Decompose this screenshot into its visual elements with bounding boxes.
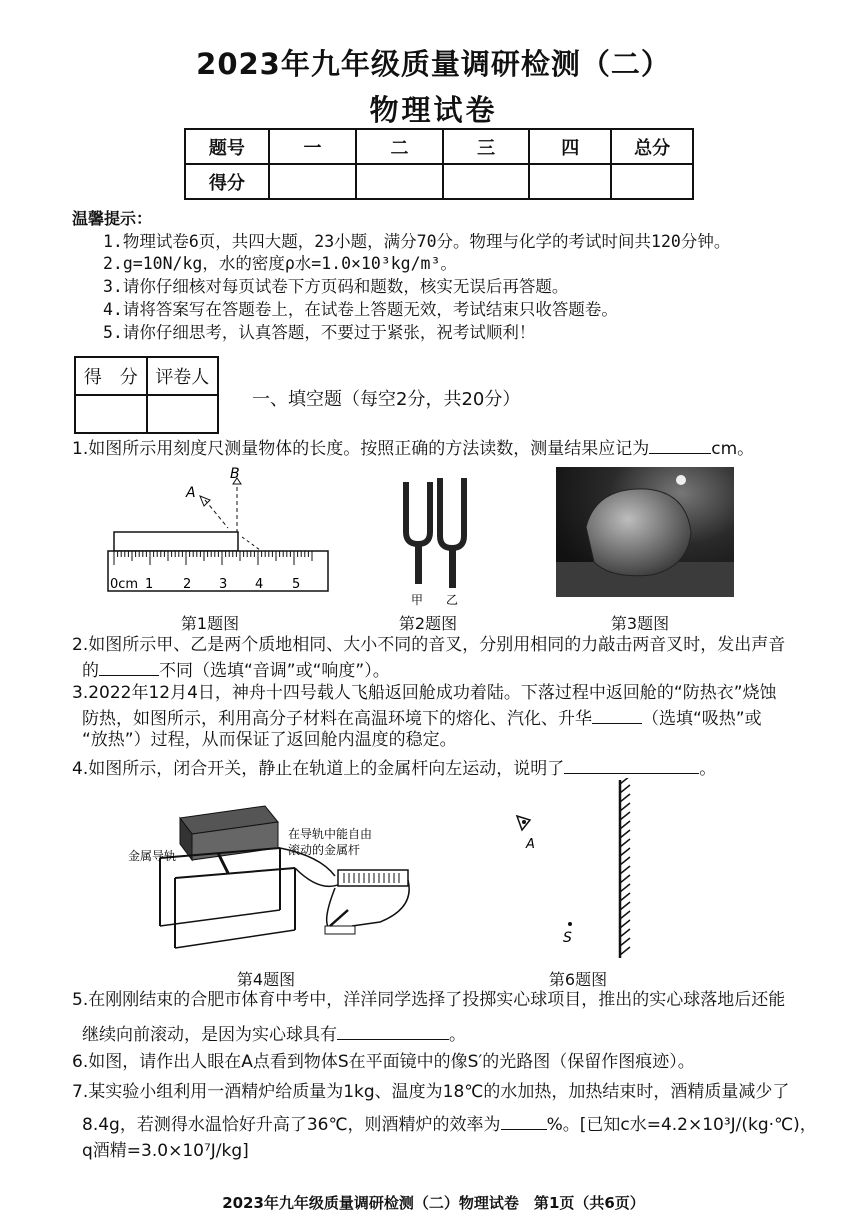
score-cell-empty xyxy=(611,164,693,199)
score-table xyxy=(184,128,694,200)
mirror-hatch-line xyxy=(620,938,630,946)
question-3-line-3: “放热”）过程，从而保证了返回舱内温度的稳定。 xyxy=(82,730,457,750)
question-5-line-1: 5.在刚刚结束的合肥市体育中考中，洋洋同学选择了投掷实心球项目，推出的实心球落地后还能 xyxy=(72,990,786,1010)
answer-blank xyxy=(99,660,159,676)
tip-item: 5.请你仔细思考，认真答题，不要过于紧张，祝考试顺利！ xyxy=(103,323,536,342)
fork-large-stem xyxy=(449,548,456,588)
question-7-line-3: q酒精=3.0×10⁷J/kg] xyxy=(82,1141,249,1161)
light-source xyxy=(676,475,686,485)
question-5-line-2 xyxy=(82,1024,466,1044)
label-metal-rail: 金属导轨 xyxy=(128,849,177,863)
score-cell-header: 题号 xyxy=(185,129,269,164)
page-footer: 2023年九年级质量调研检测（二）物理试卷 第1页（共6页） xyxy=(222,1194,645,1212)
score-table-score-row xyxy=(185,164,693,199)
sight-line-a xyxy=(205,500,228,528)
score-cell-header: 二 xyxy=(356,129,443,164)
question-7-line-1: 7.某实验小组利用一酒精炉给质量为1kg、温度为18℃的水加热，加热结束时，酒精质量减少了 xyxy=(72,1082,790,1102)
question-4-text: 。 xyxy=(699,759,717,779)
answer-blank xyxy=(649,438,711,454)
score-cell-header: 四 xyxy=(529,129,611,164)
question-3-text: 防热，如图所示，利用高分子材料在高温环境下的熔化、汽化、升华 xyxy=(82,709,592,729)
fork-large xyxy=(440,478,464,548)
ruler-tick-label: 5 xyxy=(292,577,301,592)
question-6: 6.如图，请作出人眼在A点看到物体S在平面镜中的像S′的光路图（保留作图痕迹）。 xyxy=(72,1052,695,1072)
label-rod-line-2: 滚动的金属杆 xyxy=(288,843,361,857)
score-cell-header: 三 xyxy=(443,129,530,164)
wire xyxy=(352,880,409,926)
label-point-a: A xyxy=(526,837,535,852)
question-3-text: （选填“吸热”或 xyxy=(642,709,762,729)
mirror-hatch-line xyxy=(620,812,630,820)
question-2-line-2 xyxy=(82,660,390,680)
label-a: A xyxy=(186,485,196,501)
grader-cell-empty xyxy=(147,395,218,433)
mirror-hatch-line xyxy=(620,803,630,811)
answer-blank xyxy=(592,708,642,724)
score-table-header-row xyxy=(185,129,693,164)
figure-3-capsule-photo xyxy=(556,467,734,597)
grader-table xyxy=(74,356,219,434)
return-capsule xyxy=(586,489,691,576)
mirror-hatch-line xyxy=(620,893,630,901)
label-rod-line-1: 在导轨中能自由 xyxy=(288,827,373,841)
figure-1-caption: 第1题图 xyxy=(180,614,240,633)
grader-name-label: 评卷人 xyxy=(147,357,218,395)
score-cell-header: 总分 xyxy=(611,129,693,164)
figure-1-ruler xyxy=(100,462,340,598)
tip-item: 3.请你仔细核对每页试卷下方页码和题数，核实无误后再答题。 xyxy=(103,277,569,296)
score-cell-empty xyxy=(269,164,357,199)
question-2-line-1: 2.如图所示甲、乙是两个质地相同、大小不同的音叉，分别用相同的力敲击两音叉时，发出声音 xyxy=(72,635,786,655)
score-cell-empty xyxy=(356,164,443,199)
mirror-hatch-line xyxy=(620,839,630,847)
fork-small xyxy=(406,482,430,544)
mirror-hatch-line xyxy=(620,785,630,793)
score-row-label: 得分 xyxy=(185,164,269,199)
question-7-text: %。[已知c水=4.2×10³J/(kg·℃)， xyxy=(546,1115,817,1135)
exam-title: 2023年九年级质量调研检测（二） xyxy=(196,47,671,81)
grader-cell-empty xyxy=(75,395,147,433)
question-7-text: 8.4g，若测得水温恰好升高了36℃，则酒精炉的效率为 xyxy=(82,1115,501,1135)
question-3-line-2 xyxy=(82,708,762,728)
sight-line-c xyxy=(242,537,260,550)
figure-6-plane-mirror xyxy=(500,778,650,964)
rail-front xyxy=(175,868,295,878)
question-2-text: 的 xyxy=(82,661,99,681)
tips-heading: 温馨提示： xyxy=(72,209,153,228)
figure-4-rail-circuit xyxy=(120,798,420,958)
exam-subtitle: 物理试卷 xyxy=(369,93,498,127)
eye-a-icon xyxy=(200,496,210,506)
question-5-text: 。 xyxy=(449,1025,466,1045)
answer-blank xyxy=(501,1114,547,1130)
mirror-hatch-line xyxy=(620,947,630,955)
section-title: 一、填空题（每空2分，共20分） xyxy=(252,389,521,410)
grader-score-label: 得 分 xyxy=(75,357,147,395)
tip-item: 1.物理试卷6页，共四大题，23小题，满分70分。物理与化学的考试时间共120分钟。 xyxy=(103,232,731,251)
mirror-hatch-line xyxy=(620,848,630,856)
tip-item: 4.请将答案写在答题卷上，在试卷上答题无效，考试结束只收答题卷。 xyxy=(103,300,618,319)
mirror-hatch-line xyxy=(620,821,630,829)
fork-label-right: 乙 xyxy=(446,593,459,607)
score-cell-header: 一 xyxy=(269,129,357,164)
question-3-line-1: 3.2022年12月4日，神舟十四号载人飞船返回舱成功着陆。下落过程中返回舱的“防热衣”烧蚀 xyxy=(72,683,777,703)
table-crossbar xyxy=(175,930,295,948)
figure-4-caption: 第4题图 xyxy=(236,970,296,989)
figure-2-tuning-forks xyxy=(398,478,478,610)
switch-lever xyxy=(330,910,348,926)
fork-small-stem xyxy=(415,544,422,584)
question-2-text: 不同（选填“音调”或“响度”）。 xyxy=(159,661,390,681)
question-1 xyxy=(72,438,754,458)
switch-base xyxy=(325,926,355,934)
question-7-line-2 xyxy=(82,1114,817,1134)
question-4-text: 4.如图所示，闭合开关，静止在轨道上的金属杆向左运动，说明了 xyxy=(72,759,565,779)
label-point-s: S xyxy=(563,930,572,946)
score-cell-empty xyxy=(443,164,530,199)
figure-3-caption: 第3题图 xyxy=(610,614,670,633)
eye-pupil xyxy=(522,820,526,824)
mirror-hatch-line xyxy=(620,857,630,865)
ruler-tick-label: 4 xyxy=(255,577,264,592)
object-point-s xyxy=(568,922,572,926)
mirror-hatch-line xyxy=(620,884,630,892)
label-b: B xyxy=(230,466,240,482)
ruler-tick-label: 1 xyxy=(145,577,154,592)
question-5-text: 继续向前滚动，是因为实心球具有 xyxy=(82,1025,337,1045)
mirror-hatch-line xyxy=(620,866,630,874)
answer-blank xyxy=(337,1024,449,1040)
mirror-hatch-line xyxy=(620,830,630,838)
mirror-hatch-line xyxy=(620,875,630,883)
figure-2-caption: 第2题图 xyxy=(398,614,458,633)
mirror-hatch-line xyxy=(620,902,630,910)
ruler-tick-label: 0cm xyxy=(110,577,139,592)
fork-label-left: 甲 xyxy=(411,593,424,607)
tip-item: 2.g=10N/kg，水的密度ρ水=1.0×10³kg/m³。 xyxy=(103,254,457,273)
question-1-unit: cm。 xyxy=(711,439,755,459)
answer-blank xyxy=(564,758,699,774)
mirror-hatch-line xyxy=(620,778,630,784)
question-1-text: 1.如图所示用刻度尺测量物体的长度。按照正确的方法读数，测量结果应记为 xyxy=(72,439,650,459)
mirror-hatch-line xyxy=(620,794,630,802)
table-crossbar xyxy=(160,910,280,926)
figure-6-caption: 第6题图 xyxy=(548,970,608,989)
ruler-tick-label: 2 xyxy=(183,577,192,592)
wire xyxy=(295,868,340,886)
score-cell-empty xyxy=(529,164,611,199)
mirror-hatch-line xyxy=(620,911,630,919)
measured-block xyxy=(114,532,238,551)
mirror-hatch-line xyxy=(620,929,630,937)
ruler-tick-label: 3 xyxy=(219,577,228,592)
question-4 xyxy=(72,758,716,778)
mirror-hatch-line xyxy=(620,920,630,928)
